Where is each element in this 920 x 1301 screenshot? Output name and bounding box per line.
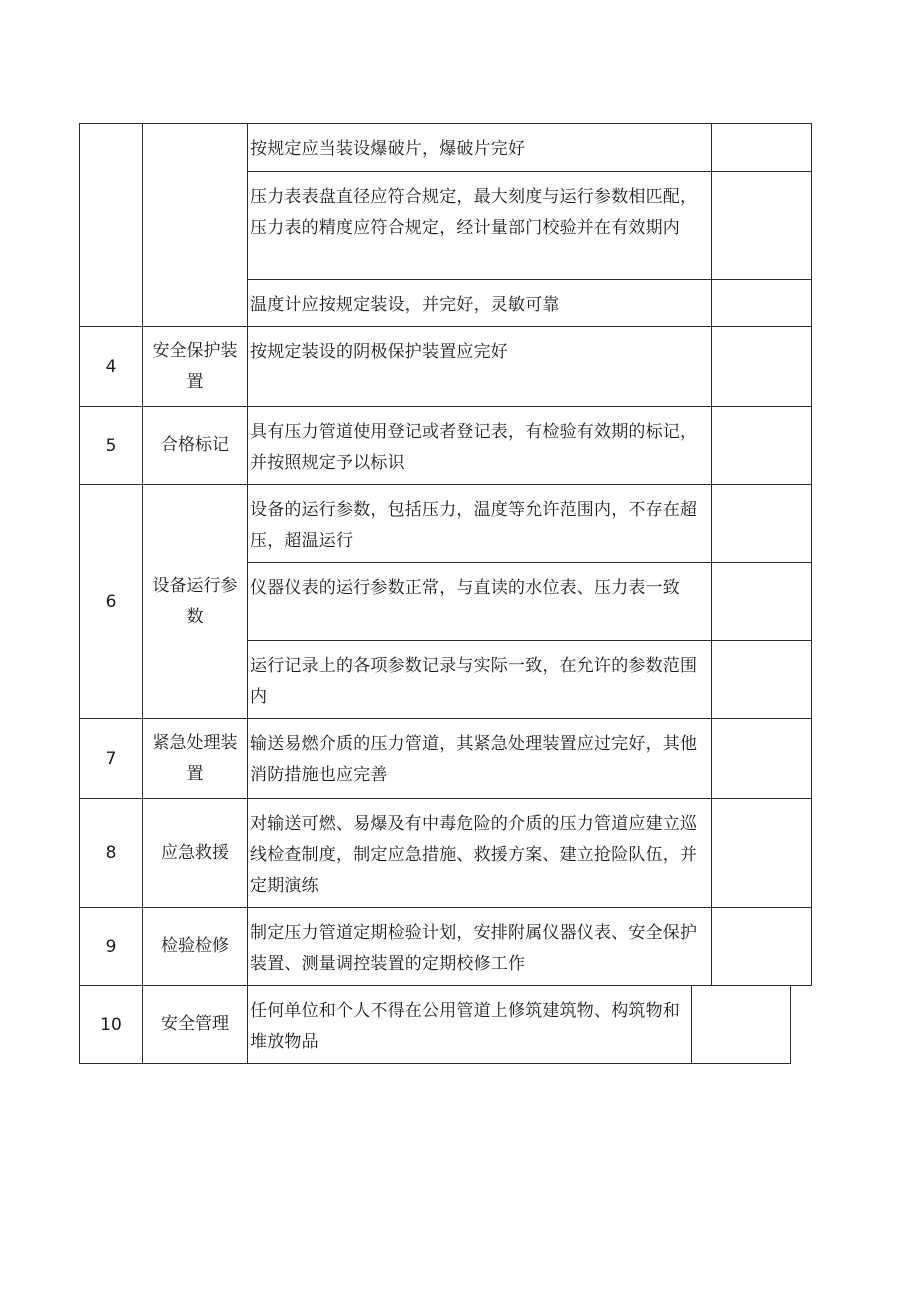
check-cell	[712, 172, 811, 279]
requirement-text: 按规定装设的阴极保护装置应完好	[250, 342, 508, 362]
row-number: 9	[105, 936, 117, 957]
category-label: 应急救援	[161, 842, 229, 863]
category-label: 检验检修	[161, 936, 229, 956]
check-cell	[712, 563, 811, 640]
requirement-text: 任何单位和个人不得在公用管道上修筑建筑物、构筑物和堆放物品	[250, 1001, 680, 1052]
check-cell	[712, 327, 811, 406]
check-cell	[712, 485, 811, 562]
check-cell	[712, 719, 811, 798]
requirement-text: 具有压力管道使用登记或者登记表，有检验有效期的标记，并按照规定予以标识	[250, 422, 698, 473]
requirement-text: 制定压力管道定期检验计划，安排附属仪器仪表、安全保护装置、测量调控装置的定期校修工作	[250, 923, 698, 974]
check-cell	[692, 986, 790, 1063]
requirement-text: 设备的运行参数，包括压力，温度等允许范围内，不存在超压，超温运行	[250, 500, 698, 551]
category-label: 合格标记	[161, 435, 229, 455]
requirement-text: 运行记录上的各项参数记录与实际一致，在允许的参数范围内	[250, 656, 698, 707]
check-cell	[712, 280, 811, 326]
category-label: 安全管理	[161, 1014, 229, 1034]
category-label: 设备运行参数	[152, 575, 238, 627]
category-label: 紧急处理装置	[152, 732, 238, 784]
row-number: 4	[105, 356, 117, 377]
check-cell	[712, 799, 811, 907]
table-rule	[79, 1063, 791, 1064]
requirement-text: 仪器仪表的运行参数正常，与直读的水位表、压力表一致	[250, 578, 680, 598]
table-rule	[811, 123, 812, 986]
check-cell	[712, 124, 811, 171]
table-rule	[790, 985, 791, 1064]
row-number: 6	[105, 591, 117, 612]
check-cell	[712, 908, 811, 985]
row-number: 5	[105, 435, 117, 456]
row-number: 8	[105, 843, 117, 863]
requirement-text: 压力表表盘直径应符合规定，最大刻度与运行参数相匹配，压力表的精度应符合规定，经计量部门校验并在有效期内	[250, 187, 698, 238]
requirement-text: 按规定应当装设爆破片，爆破片完好	[250, 139, 526, 159]
requirement-text: 温度计应按规定装设，并完好，灵敏可靠	[250, 295, 560, 315]
row-number: 10	[100, 1014, 122, 1035]
category-label: 安全保护装置	[152, 340, 238, 392]
check-cell	[712, 641, 811, 718]
requirement-text: 输送易燃介质的压力管道，其紧急处理装置应过完好，其他消防措施也应完善	[250, 734, 698, 785]
check-cell	[712, 407, 811, 484]
requirement-text: 对输送可燃、易爆及有中毒危险的介质的压力管道应建立巡线检查制度，制定应急措施、救援方案、建立抢险队伍，并定期演练	[250, 814, 698, 896]
row-number: 7	[105, 748, 117, 769]
